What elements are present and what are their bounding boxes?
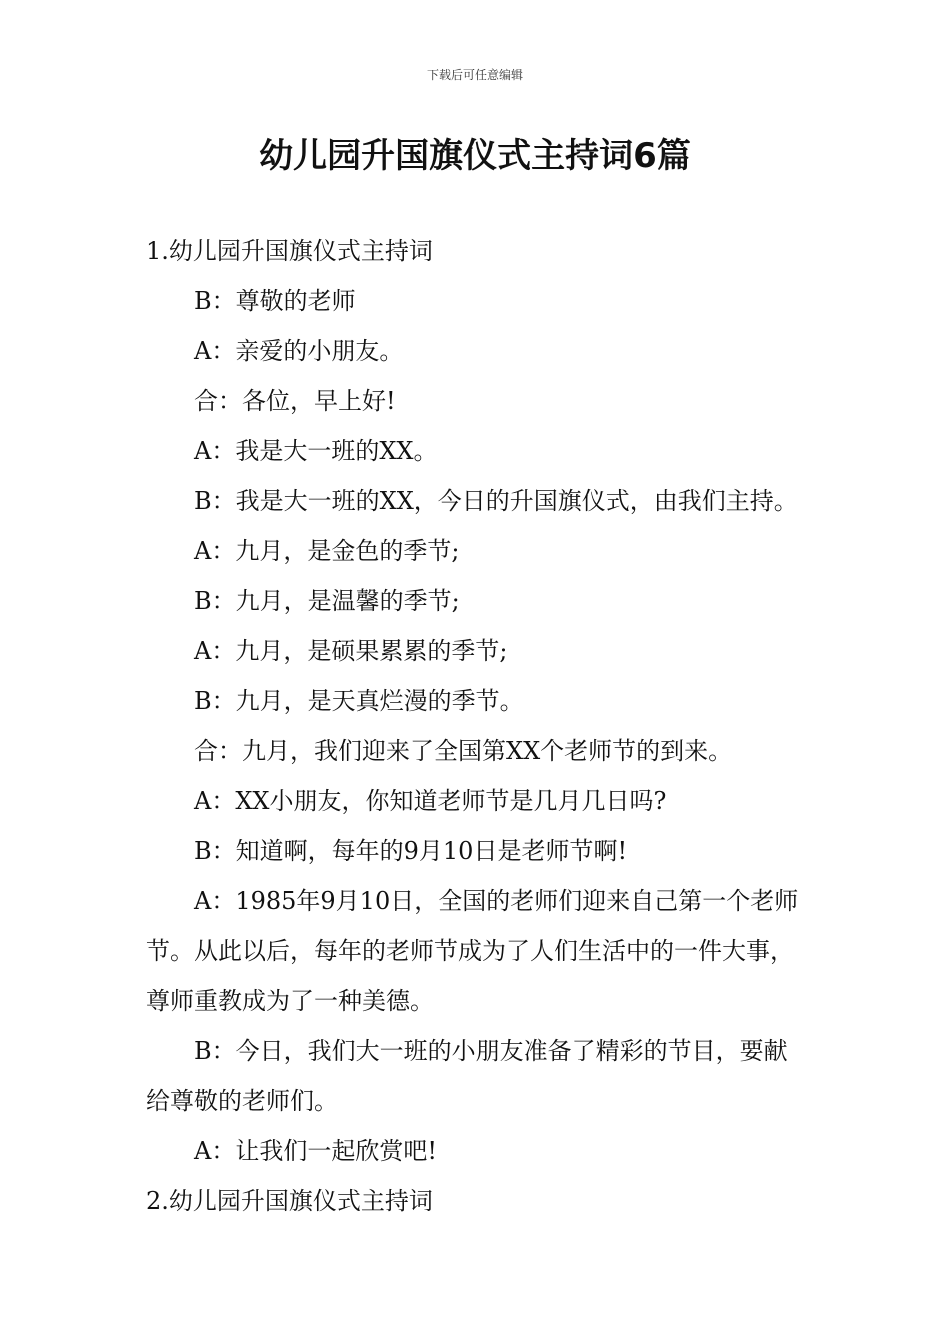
section-heading-1: 1.幼儿园升国旗仪式主持词 — [146, 237, 433, 265]
dialogue-line: A：亲爱的小朋友。 — [194, 337, 404, 365]
document-body — [146, 226, 810, 1226]
dialogue-paragraph: B：今日，我们大一班的小朋友准备了精彩的节目，要献给尊敬的老师们。 — [146, 1037, 788, 1115]
section-heading-2: 2.幼儿园升国旗仪式主持词 — [146, 1187, 433, 1215]
dialogue-line: 合：九月，我们迎来了全国第XX个老师节的到来。 — [194, 737, 733, 765]
dialogue-line: A：让我们一起欣赏吧! — [194, 1137, 437, 1165]
dialogue-paragraph: A：1985年9月10日，全国的老师们迎来自己第一个老师节。从此以后，每年的老师节成为了人们生活中的一件大事，尊师重教成为了一种美德。 — [146, 887, 799, 1015]
document-title: 幼儿园升国旗仪式主持词6篇 — [259, 136, 691, 176]
dialogue-line: 合：各位，早上好! — [194, 387, 396, 415]
dialogue-line: A：XX小朋友，你知道老师节是几月几日吗? — [194, 787, 667, 815]
dialogue-line: A：九月，是金色的季节; — [194, 537, 460, 565]
dialogue-line: B：知道啊，每年的9月10日是老师节啊! — [194, 837, 628, 865]
dialogue-line: A：我是大一班的XX。 — [194, 437, 438, 465]
header-note: 下载后可任意编辑 — [426, 68, 523, 82]
dialogue-line: B：九月，是温馨的季节; — [194, 587, 460, 615]
dialogue-line: B：我是大一班的XX，今日的升国旗仪式，由我们主持。 — [194, 487, 798, 515]
dialogue-line: B：尊敬的老师 — [194, 287, 356, 315]
dialogue-line: B：九月，是天真烂漫的季节。 — [194, 687, 524, 715]
dialogue-line: A：九月，是硕果累累的季节; — [194, 637, 508, 665]
